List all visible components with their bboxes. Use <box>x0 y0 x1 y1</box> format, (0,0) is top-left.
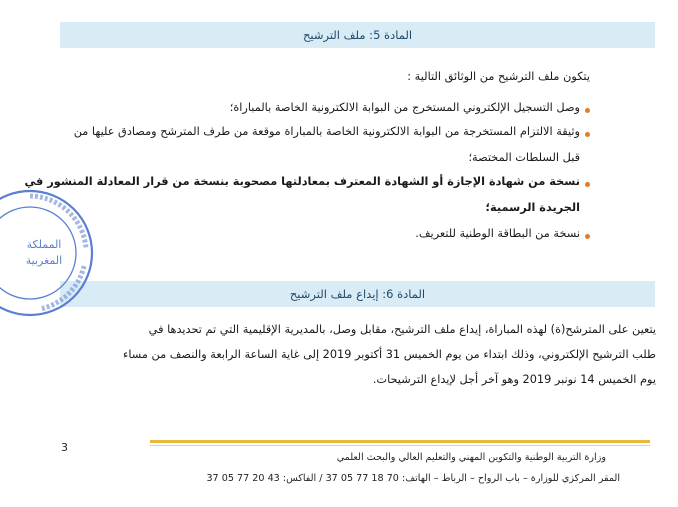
page-number: 3 <box>61 441 68 454</box>
bullet-icon <box>585 108 590 113</box>
stamp-text-line-1: المملكة <box>26 238 62 251</box>
article-6-heading: المادة 6: إيداع ملف الترشيح <box>60 281 655 307</box>
article-6-line-2: طلب الترشيح الإلكتروني، وذلك ابتداء من يوم الخميس 31 أكتوبر 2019 إلى غاية الساعة الرابعة والنصف من مساء <box>123 348 656 361</box>
article-5-item-3-cont: الجريدة الرسمية؛ <box>485 201 580 214</box>
footer-ministry: وزارة التربية الوطنية والتكوين المهني والتعليم العالي والبحث العلمي <box>336 452 606 463</box>
article-6-line-1: يتعين على المترشح(ة) لهذه المباراة، إيداع ملف الترشيح، مقابل وصل، بالمديرية الإقليمية التي تم تحديدها في <box>148 323 656 336</box>
article-5-heading: المادة 5: ملف الترشيح <box>60 22 655 48</box>
footer-address: المقر المركزي للوزارة – باب الرواح – الرباط – الهاتف: 70 18 77 05 37 / الفاكس: 43 20 77 05 37 <box>206 473 620 484</box>
article-5-intro: يتكون ملف الترشيح من الوثائق التالية : <box>407 70 590 83</box>
article-5-item-3: نسخة من شهادة الإجازة أو الشهادة المعترف بمعادلتها مصحوبة بنسخة من قرار المعادلة المنشور في <box>24 175 580 188</box>
article-5-item-1: وصل التسجيل الإلكتروني المستخرج من البوابة الالكترونية الخاصة بالمباراة؛ <box>229 101 580 114</box>
official-stamp-icon <box>0 178 96 328</box>
article-6-line-3: يوم الخميس 14 نونبر 2019 وهو آخر أجل لإيداع الترشيحات. <box>372 373 656 386</box>
stamp-text-line-2: المغربية <box>25 254 63 267</box>
bullet-icon <box>585 234 590 239</box>
footer-rule-thin <box>150 445 650 446</box>
bullet-icon <box>585 182 590 187</box>
article-5-item-4: نسخة من البطاقة الوطنية للتعريف. <box>415 227 580 240</box>
article-5-item-2: وثيقة الالتزام المستخرجة من البوابة الالكترونية الخاصة بالمباراة موقعة من طرف المترشح ومصادق عليها من <box>73 125 580 138</box>
article-5-item-2-cont: قبل السلطات المختصة؛ <box>468 151 580 164</box>
bullet-icon <box>585 132 590 137</box>
footer-rule <box>150 440 650 443</box>
